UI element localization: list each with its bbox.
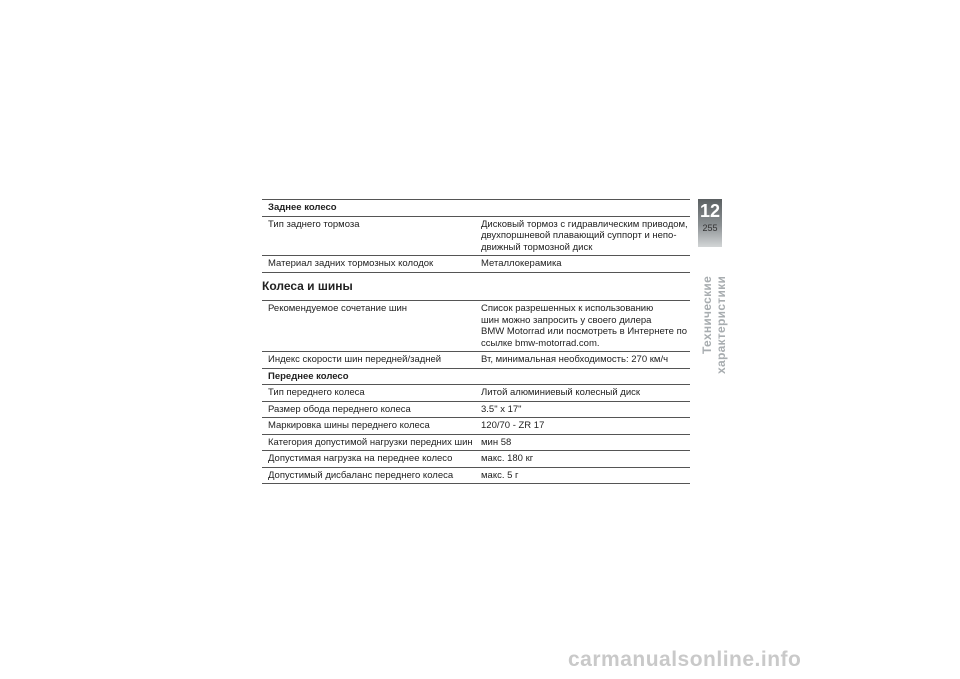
chapter-tab (698, 199, 722, 247)
row-value: макс. 5 г (481, 469, 519, 481)
page-number: 255 (702, 223, 718, 233)
row-label: Категория допустимой нагрузки передних шин (268, 436, 473, 448)
table-row (262, 216, 690, 256)
table-row (262, 450, 690, 467)
row-value: 120/70 - ZR 17 (481, 420, 545, 431)
row-label: Индекс скорости шин передней/задней (268, 354, 442, 365)
value-line: Список разрешенных к использованию (481, 303, 654, 314)
row-value (475, 219, 690, 254)
row-label: Тип заднего тормоза (268, 218, 360, 230)
value-line: ссылке bmw-motorrad.com. (481, 337, 600, 349)
row-label: Допустимый дисбаланс переднего колеса (268, 469, 454, 481)
value-line: двухпоршневой плавающий суппорт и непо- (481, 230, 677, 241)
table-row (262, 255, 690, 273)
table-row (262, 351, 690, 368)
table-row (262, 434, 690, 451)
row-label: Допустимая нагрузка на переднее колесо (268, 453, 453, 464)
value-line: BMW Motorrad или посмотреть в Интернете по (481, 326, 688, 337)
chapter-number: 12 (699, 201, 721, 221)
front-wheel-heading: Переднее колесо (262, 368, 690, 385)
row-value: Металлокерамика (481, 258, 562, 269)
table-row (262, 417, 690, 434)
row-value: 3.5" x 17" (481, 403, 522, 415)
row-label: Тип переднего колеса (268, 387, 365, 398)
row-label: Материал задних тормозных колодок (268, 258, 434, 269)
value-line: Дисковый тормоз с гидравлическим приводом, (481, 218, 688, 230)
value-line: движный тормозной диск (481, 241, 593, 253)
row-value: Вт, минимальная необходимость: 270 км/ч (481, 354, 669, 365)
table-row (262, 467, 690, 485)
row-label: Маркировка шины переднего колеса (268, 420, 430, 431)
row-value: мин 58 (481, 436, 512, 448)
row-value: Литой алюминиевый колесный диск (481, 387, 641, 398)
spec-content (262, 199, 690, 484)
rear-wheel-heading: Заднее колесо (262, 199, 690, 216)
row-label: Размер обода переднего колеса (268, 403, 411, 415)
value-line: шин можно запросить у своего дилера (481, 314, 652, 326)
wheels-tires-title: Колеса и шины (262, 278, 353, 293)
row-label: Рекомендуемое сочетание шин (268, 303, 408, 314)
table-row (262, 401, 690, 418)
chapter-side-title: Технические характеристики (700, 276, 728, 375)
watermark: carmanualsonline.info (568, 648, 802, 671)
row-value (475, 303, 690, 349)
table-row (262, 384, 690, 401)
row-value: макс. 180 кг (481, 453, 534, 464)
table-row (262, 300, 690, 351)
